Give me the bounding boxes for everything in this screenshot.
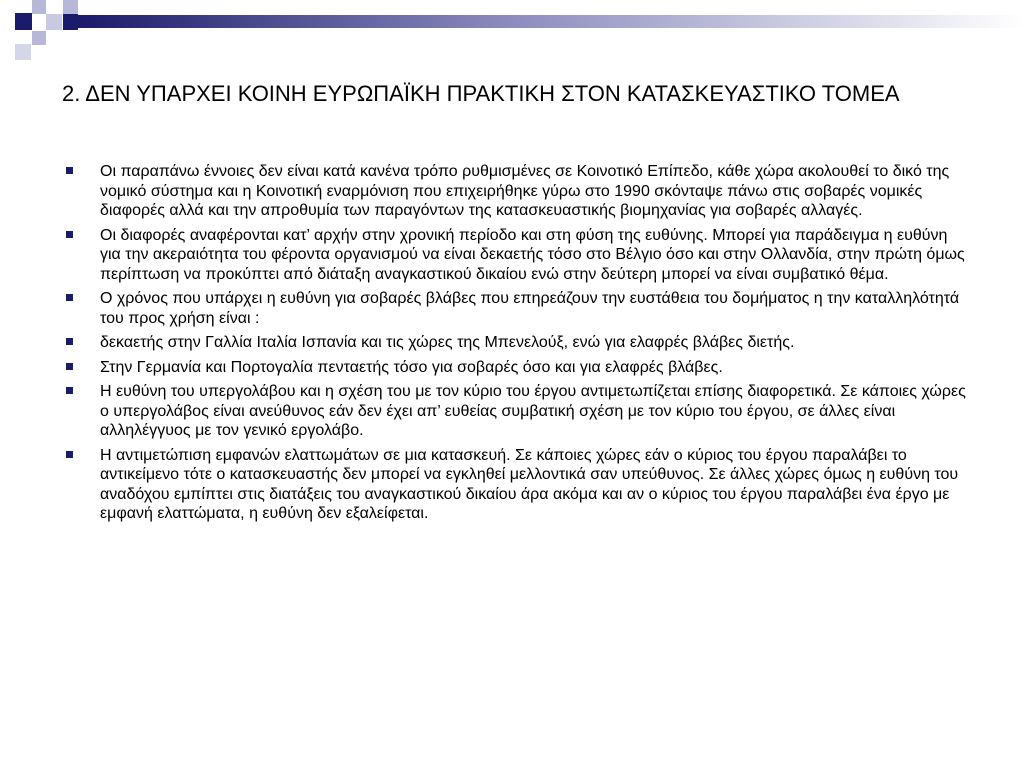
list-item: [66, 289, 966, 328]
list-item: [66, 226, 966, 285]
bullet-text: Ο χρόνος που υπάρχει η ευθύνη για σοβαρές βλάβες που επηρεάζουν την ευστάθεια του δομήματος η την καταλληλότητά του προς χρήση είναι :: [100, 290, 960, 327]
top-decoration-bar: [0, 0, 1024, 60]
square-bullet-icon: [66, 167, 73, 174]
decor-square: [15, 44, 31, 60]
square-bullet-icon: [66, 451, 73, 458]
bullet-text: Η αντιμετώπιση εμφανών ελαττωμάτων σε μια κατασκευή. Σε κάποιες χώρες εάν ο κύριος του έργου παραλάβει το αντικείμενο τότε ο κατασκευαστής δεν μπορεί να εγκληθεί μελλοντικά σαν υπεύθυνος. Σε άλλες χώρες όμως η ευθύνη του αναδόχου εμπίπτει στις διατάξεις του αναγκαστικού δικαίου άρα ακόμα και αν ο κύριος του έργου παραλάβει ένα έργο με εμφανή ελαττώματα, η ευθύνη δεν εξαλείφεται.: [100, 446, 959, 522]
square-bullet-icon: [66, 294, 73, 301]
list-item: [66, 333, 966, 353]
bullet-text: Η ευθύνη του υπεργολάβου και η σχέση του με τον κύριο του έργου αντιμετωπίζεται επίσης διαφορετικά. Σε κάποιες χώρες ο υπεργολάβος είναι ανεύθυνος εάν δεν έχει απ’ ευθείας συμβατική σχέση με τον κύριο του έργου, σε άλλες είναι αλληλέγγυος με τον γενικό εργολάβο.: [100, 383, 966, 439]
bullet-text: Στην Γερμανία και Πορτογαλία πενταετής τόσο για σοβαρές όσο και για ελαφρές βλάβες.: [100, 358, 723, 376]
bullet-text: Οι παραπάνω έννοιες δεν είναι κατά κανένα τρόπο ρυθμισμένες σε Κοινοτικό Επίπεδο, κάθε χώρα ακολουθεί το δικό της νομικό σύστημα και η Κοινοτική εναρμόνιση που επιχειρήθηκε γύρω στο 1990 σκόνταψε πάνω στις σοβαρές νομικές διαφορές αλλά και την απροθυμία των παραγόντων της κατασκευαστικής βιομηχανίας για σοβαρές αλλαγές.: [100, 163, 950, 219]
slide-title: 2. ΔΕΝ ΥΠΑΡΧΕΙ ΚΟΙΝΗ ΕΥΡΩΠΑΪΚΗ ΠΡΑΚΤΙΚΗ ΣΤΟΝ ΚΑΤΑΣΚΕΥΑΣΤΙΚΟ ΤΟΜΕΑ: [62, 81, 900, 106]
decor-square: [63, 0, 78, 14]
gradient-stripe: [78, 15, 1024, 28]
square-bullet-icon: [66, 363, 73, 370]
decor-square: [46, 14, 62, 30]
list-item: [66, 382, 966, 441]
list-item: [66, 446, 966, 524]
decor-square: [32, 31, 46, 45]
list-item: [66, 358, 966, 378]
bullet-list: [66, 162, 966, 529]
decor-square: [63, 14, 78, 30]
decor-square: [15, 13, 32, 30]
list-item: [66, 162, 966, 221]
bullet-text: Οι διαφορές αναφέρονται κατ’ αρχήν στην χρονική περίοδο και στη φύση της ευθύνης. Μπορεί για παράδειγμα η ευθύνη για την ακεραιότητα του φέροντα οργανισμού να είναι δεκαετής τόσο στο Βέλγιο όσο και στην Ολλανδία, στην πρώτη όμως περίπτωση να προκύπτει από διάταξη αναγκαστικού δικαίου ενώ στην δεύτερη μπορεί να είναι συμβατικό θέμα.: [100, 226, 965, 283]
bullet-text: δεκαετής στην Γαλλία Ιταλία Ισπανία και τις χώρες της Μπενελούξ, ενώ για ελαφρές βλάβες διετής.: [100, 334, 795, 351]
decor-square: [32, 0, 46, 14]
decor-square: [0, 0, 16, 16]
square-bullet-icon: [66, 387, 73, 394]
square-bullet-icon: [66, 338, 73, 345]
square-bullet-icon: [66, 231, 73, 238]
